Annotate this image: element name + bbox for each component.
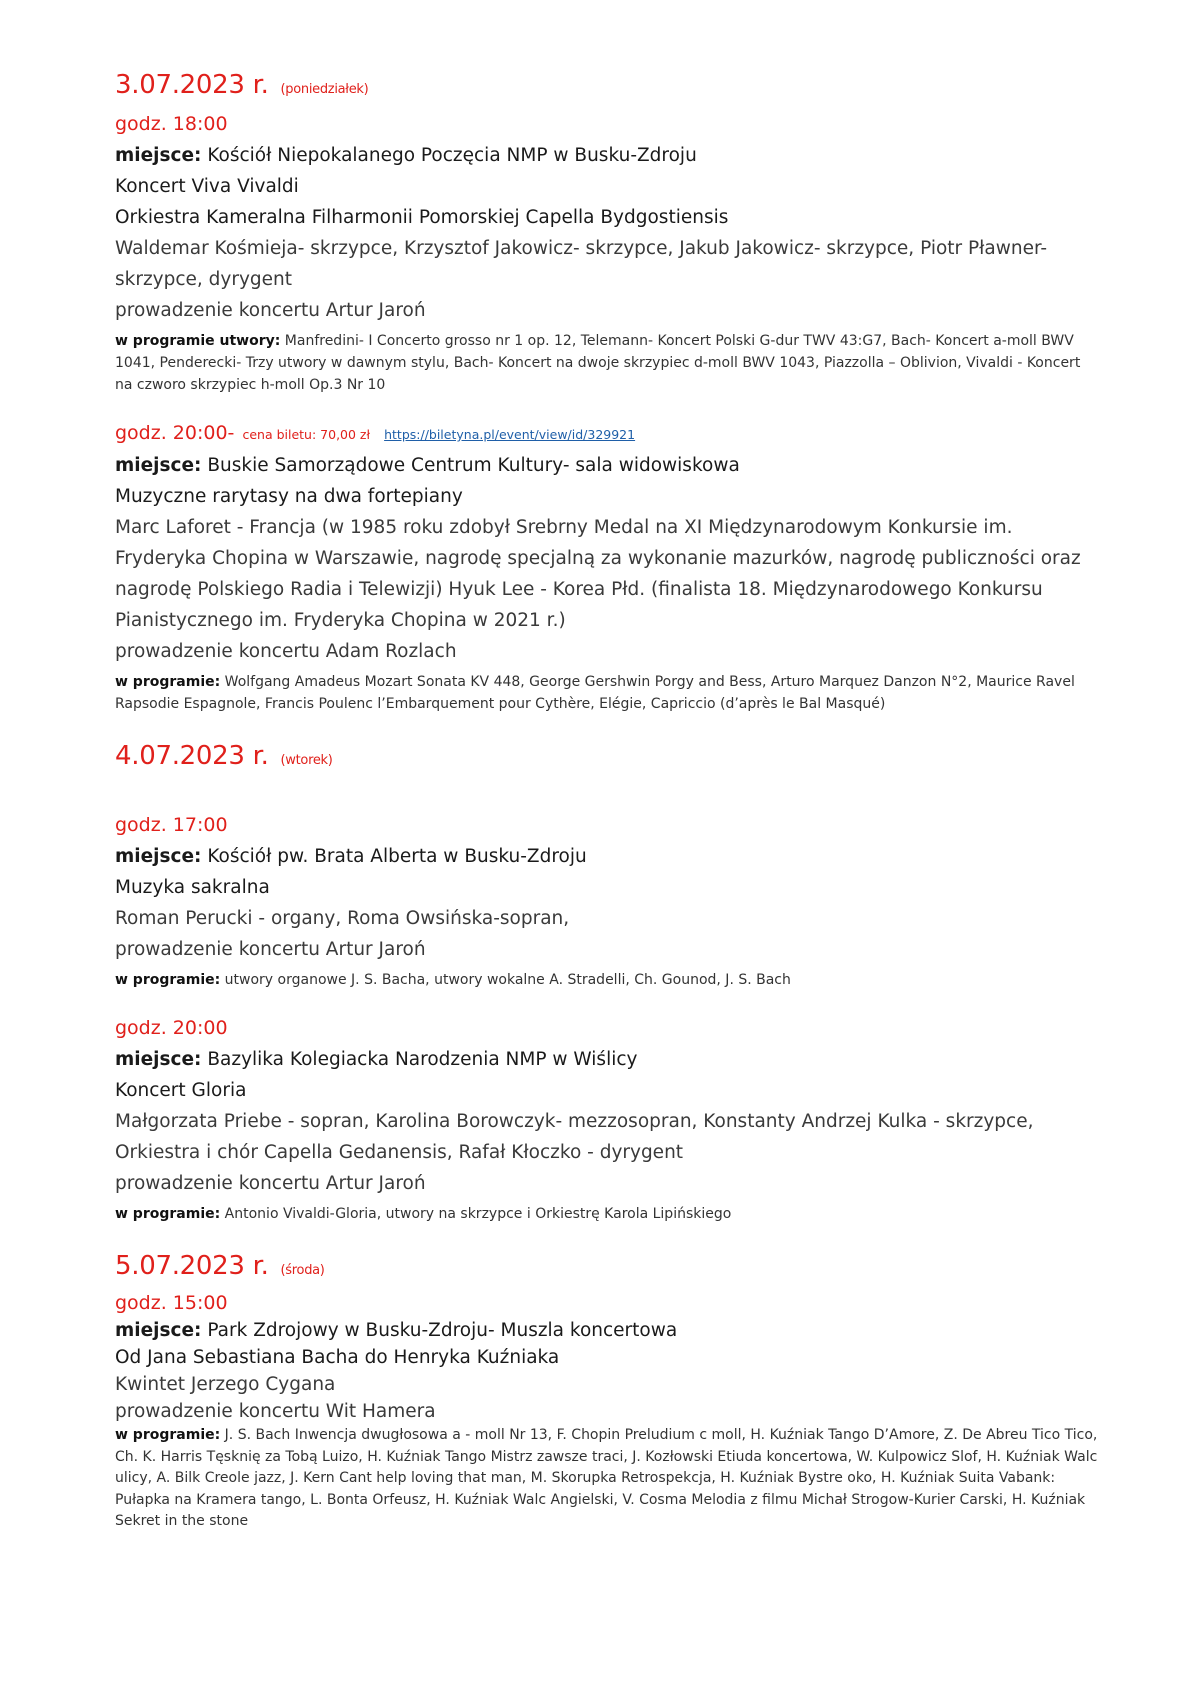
event: [115, 1290, 1100, 1533]
day-of-week: (środa): [280, 1263, 325, 1278]
event-performers: Roman Perucki - organy, Roma Owsińska-sopran,: [115, 908, 570, 929]
event-performers: Kwintet Jerzego Cygana: [115, 1374, 336, 1395]
event-program: w programie: Antonio Vivaldi-Gloria, utwory na skrzypce i Orkiestrę Karola Lipińskiego: [115, 1206, 732, 1222]
event-program: w programie: utwory organowe J. S. Bacha, utwory wokalne A. Stradelli, Ch. Gounod, J. S. Bach: [115, 972, 791, 988]
event-performers: Małgorzata Priebe - sopran, Karolina Borowczyk- mezzosopran, Konstanty Andrzej Kulka - skrzypce, Orkiestra i chór Capella Gedanensis, Rafał Kłoczko - dyrygent: [115, 1111, 1034, 1163]
event-time: godz. 18:00: [115, 113, 228, 135]
day-date: 3.07.2023 r. (poniedziałek): [115, 70, 369, 100]
event-host: prowadzenie koncertu Artur Jaroń: [115, 300, 426, 321]
ticket-price: cena biletu: 70,00 zł: [242, 427, 371, 442]
event-time: godz. 20:00- cena biletu: 70,00 zł https://biletyna.pl/event/view/id/329921: [115, 422, 636, 444]
event-host: prowadzenie koncertu Artur Jaroń: [115, 1173, 426, 1194]
event-performers: Marc Laforet - Francja (w 1985 roku zdobył Srebrny Medal na XI Międzynarodowym Konkursie im. Fryderyka Chopina w Warszawie, nagrodę specjalną za wykonanie mazurków, nagrodę publiczności oraz nagrodę Polskiego Radia i Telewizji) Hyuk Lee - Korea Płd. (finalista 18. Międzynarodowego Konkursu Pianistycznego im. Fryderyka Chopina w 2021 r.): [115, 517, 1081, 631]
event-place: miejsce: Kościół Niepokalanego Poczęcia NMP w Busku-Zdroju: [115, 145, 697, 166]
event-ensemble: Orkiestra Kameralna Filharmonii Pomorskiej Capella Bydgostiensis: [115, 207, 729, 228]
event: [115, 1013, 1100, 1225]
event-place: miejsce: Bazylika Kolegiacka Narodzenia NMP w Wiślicy: [115, 1049, 638, 1070]
event: [115, 418, 1100, 715]
day-date: 5.07.2023 r. (środa): [115, 1251, 325, 1281]
event-host: prowadzenie koncertu Artur Jaroń: [115, 939, 426, 960]
ticket-link[interactable]: https://biletyna.pl/event/view/id/329921: [384, 427, 636, 442]
event: [115, 109, 1100, 396]
event-program: w programie: Wolfgang Amadeus Mozart Sonata KV 448, George Gershwin Porgy and Bess, Arturo Marquez Danzon N°2, Maurice Ravel Rapsodie Espagnole, Francis Poulenc l’Embarquement pour Cythère, Elégie, Capriccio (d’après le Bal Masqué): [115, 674, 1075, 712]
day-of-week: (wtorek): [280, 753, 333, 768]
event-time: godz. 20:00: [115, 1017, 228, 1039]
event-program: w programie: J. S. Bach Inwencja dwugłosowa a - moll Nr 13, F. Chopin Preludium c moll, H. Kuźniak Tango D’Amore, Z. De Abreu Tico Tico, Ch. K. Harris Tęsknię za Tobą Luizo, H. Kuźniak Tango Mistrz zawsze traci, J. Kozłowski Etiuda koncertowa, W. Kulpowicz Slof, H. Kuźniak Walc ulicy, A. Bilk Creole jazz, J. Kern Cant help loving that man, M. Skorupka Retrospekcja, H. Kuźniak Bystre oko, H. Kuźniak Suita Vabank: Pułapka na Kramera tango, L. Bonta Orfeusz, H. Kuźniak Walc Angielski, V. Cosma Melodia z filmu Michał Strogow-Kurier Carski, H. Kuźniak Sekret in the stone: [115, 1427, 1098, 1529]
event-title: Od Jana Sebastiana Bacha do Henryka Kuźniaka: [115, 1347, 560, 1368]
event-performers: Waldemar Kośmieja- skrzypce, Krzysztof Jakowicz- skrzypce, Jakub Jakowicz- skrzypce, Piotr Pławner- skrzypce, dyrygent: [115, 238, 1048, 290]
event-title: Muzyczne rarytasy na dwa fortepiany: [115, 486, 463, 507]
event-program: w programie utwory: Manfredini- I Concerto grosso nr 1 op. 12, Telemann- Koncert Polski G-dur TWV 43:G7, Bach- Koncert a-moll BWV 1041, Penderecki- Trzy utwory w dawnym stylu, Bach- Koncert na dwoje skrzypiec d-moll BWV 1043, Piazzolla – Oblivion, Vivaldi - Koncert na czworo skrzypiec h-moll Op.3 Nr 10: [115, 333, 1081, 393]
event-host: prowadzenie koncertu Adam Rozlach: [115, 641, 457, 662]
event-time: godz. 15:00: [115, 1292, 228, 1314]
event-title: Koncert Viva Vivaldi: [115, 176, 299, 197]
event-title: Koncert Gloria: [115, 1080, 247, 1101]
concert-schedule: [115, 66, 1100, 1533]
day-of-week: (poniedziałek): [280, 82, 369, 97]
event-host: prowadzenie koncertu Wit Hamera: [115, 1401, 436, 1422]
event-place: miejsce: Buskie Samorządowe Centrum Kultury- sala widowiskowa: [115, 455, 740, 476]
event-place: miejsce: Park Zdrojowy w Busku-Zdroju- Muszla koncertowa: [115, 1320, 678, 1341]
event-time: godz. 17:00: [115, 814, 228, 836]
event-place: miejsce: Kościół pw. Brata Alberta w Busku-Zdroju: [115, 846, 587, 867]
event: [115, 810, 1100, 991]
day-date: 4.07.2023 r. (wtorek): [115, 741, 333, 771]
event-title: Muzyka sakralna: [115, 877, 270, 898]
